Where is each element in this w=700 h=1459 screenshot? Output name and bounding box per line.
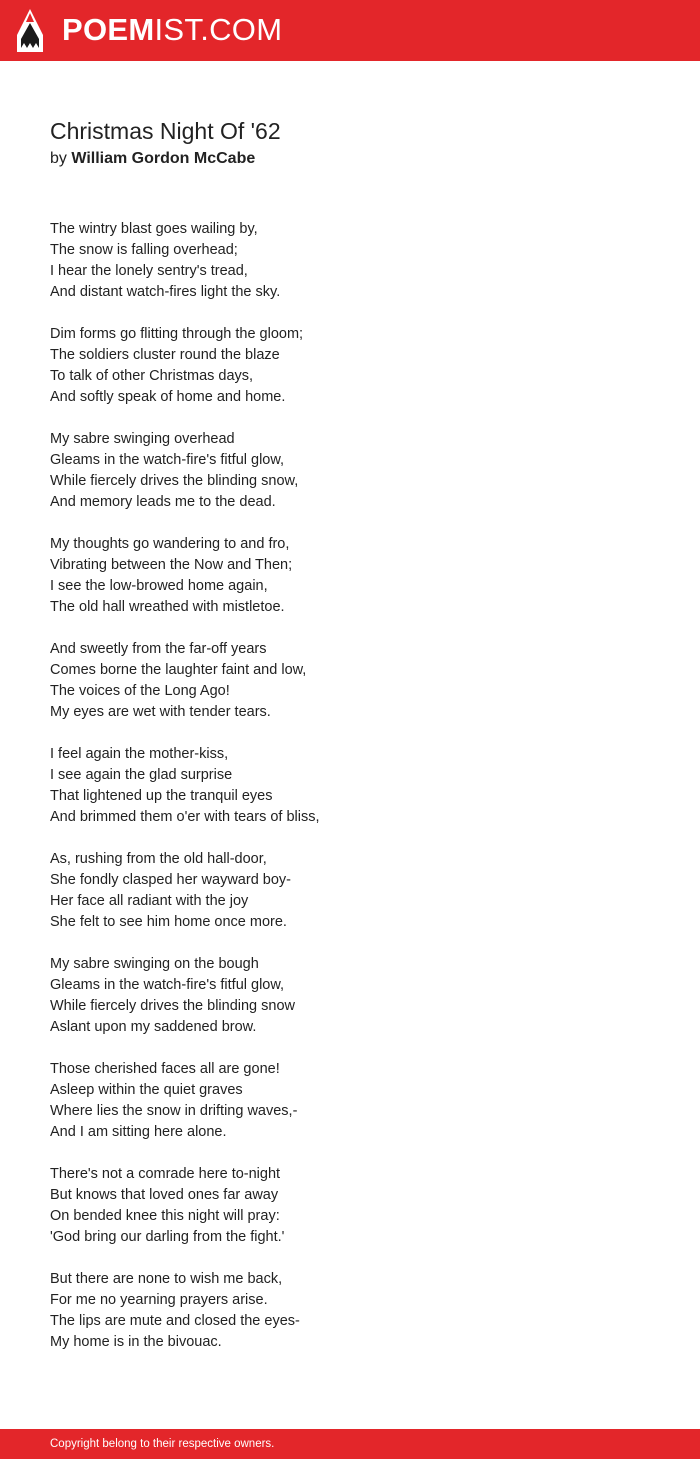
poem-line: I feel again the mother-kiss, — [50, 746, 229, 762]
stanza — [50, 429, 650, 513]
poem-line: There's not a comrade here to-night — [50, 1166, 281, 1182]
poem-line: My sabre swinging overhead — [50, 431, 235, 447]
poem-line: The lips are mute and closed the eyes- — [50, 1313, 300, 1329]
poem-line: On bended knee this night will pray: — [50, 1208, 280, 1224]
poem-line: Her face all radiant with the joy — [50, 893, 249, 909]
stanza — [50, 639, 650, 723]
poem-line: Those cherished faces all are gone! — [50, 1061, 280, 1077]
site-footer — [0, 1429, 700, 1459]
site-header — [0, 0, 700, 61]
poem-line: I see the low-browed home again, — [50, 578, 268, 594]
poem-line: My home is in the bivouac. — [50, 1334, 222, 1350]
poem-line: My eyes are wet with tender tears. — [50, 704, 271, 720]
stanza — [50, 1164, 650, 1248]
poem-line: She fondly clasped her wayward boy- — [50, 872, 291, 888]
poem-line: That lightened up the tranquil eyes — [50, 788, 273, 804]
copyright-text: Copyright belong to their respective owners. — [50, 1438, 275, 1450]
poem-line: While fiercely drives the blinding snow, — [50, 473, 299, 489]
poem-line: And distant watch-fires light the sky. — [50, 284, 281, 300]
poem-title: Christmas Night Of '62 — [50, 118, 281, 144]
stanza — [50, 1059, 650, 1143]
poem-line: As, rushing from the old hall-door, — [50, 851, 267, 867]
poem-line: Vibrating between the Now and Then; — [50, 557, 293, 573]
site-logo[interactable] — [62, 12, 282, 48]
poem-line: But knows that loved ones far away — [50, 1187, 279, 1203]
poem-line: Dim forms go flitting through the gloom; — [50, 326, 304, 342]
poem-line: While fiercely drives the blinding snow — [50, 998, 295, 1014]
poem-line: Gleams in the watch-fire's fitful glow, — [50, 977, 285, 993]
poem-line: 'God bring our darling from the fight.' — [50, 1229, 285, 1245]
stanza — [50, 744, 650, 828]
logo-bold-text: POEM — [62, 12, 155, 47]
stanza — [50, 219, 650, 303]
stanza — [50, 534, 650, 618]
stanza — [50, 849, 650, 933]
poem-line: The voices of the Long Ago! — [50, 683, 230, 699]
poem-body — [50, 219, 650, 1374]
stanza — [50, 324, 650, 408]
pencil-tip-icon[interactable] — [17, 9, 43, 52]
poem-line: She felt to see him home once more. — [50, 914, 287, 930]
poem-line: To talk of other Christmas days, — [50, 368, 254, 384]
poem-line: For me no yearning prayers arise. — [50, 1292, 268, 1308]
poem-line: And sweetly from the far-off years — [50, 641, 267, 657]
poem-line: Where lies the snow in drifting waves,- — [50, 1103, 298, 1119]
poem-line: The old hall wreathed with mistletoe. — [50, 599, 285, 615]
poem-line: The snow is falling overhead; — [50, 242, 238, 258]
poem-line: I hear the lonely sentry's tread, — [50, 263, 248, 279]
poem-line: Gleams in the watch-fire's fitful glow, — [50, 452, 285, 468]
poem-line: But there are none to wish me back, — [50, 1271, 283, 1287]
poem-line: The soldiers cluster round the blaze — [50, 347, 280, 363]
poem-line: And softly speak of home and home. — [50, 389, 286, 405]
poem-line: Asleep within the quiet graves — [50, 1082, 243, 1098]
poem-line: And memory leads me to the dead. — [50, 494, 276, 510]
byline — [50, 148, 255, 170]
poem-line: The wintry blast goes wailing by, — [50, 221, 258, 237]
poem-line: And brimmed them o'er with tears of bliss, — [50, 809, 320, 825]
author-name: William Gordon McCabe — [71, 150, 256, 167]
stanza — [50, 954, 650, 1038]
by-label: by — [50, 150, 67, 167]
poem-line: Aslant upon my saddened brow. — [50, 1019, 257, 1035]
poem-line: Comes borne the laughter faint and low, — [50, 662, 307, 678]
logo-rest-text: IST.COM — [154, 12, 283, 47]
poem-line: My thoughts go wandering to and fro, — [50, 536, 290, 552]
poem-line: My sabre swinging on the bough — [50, 956, 259, 972]
poem-line: I see again the glad surprise — [50, 767, 233, 783]
stanza — [50, 1269, 650, 1353]
poem-line: And I am sitting here alone. — [50, 1124, 227, 1140]
